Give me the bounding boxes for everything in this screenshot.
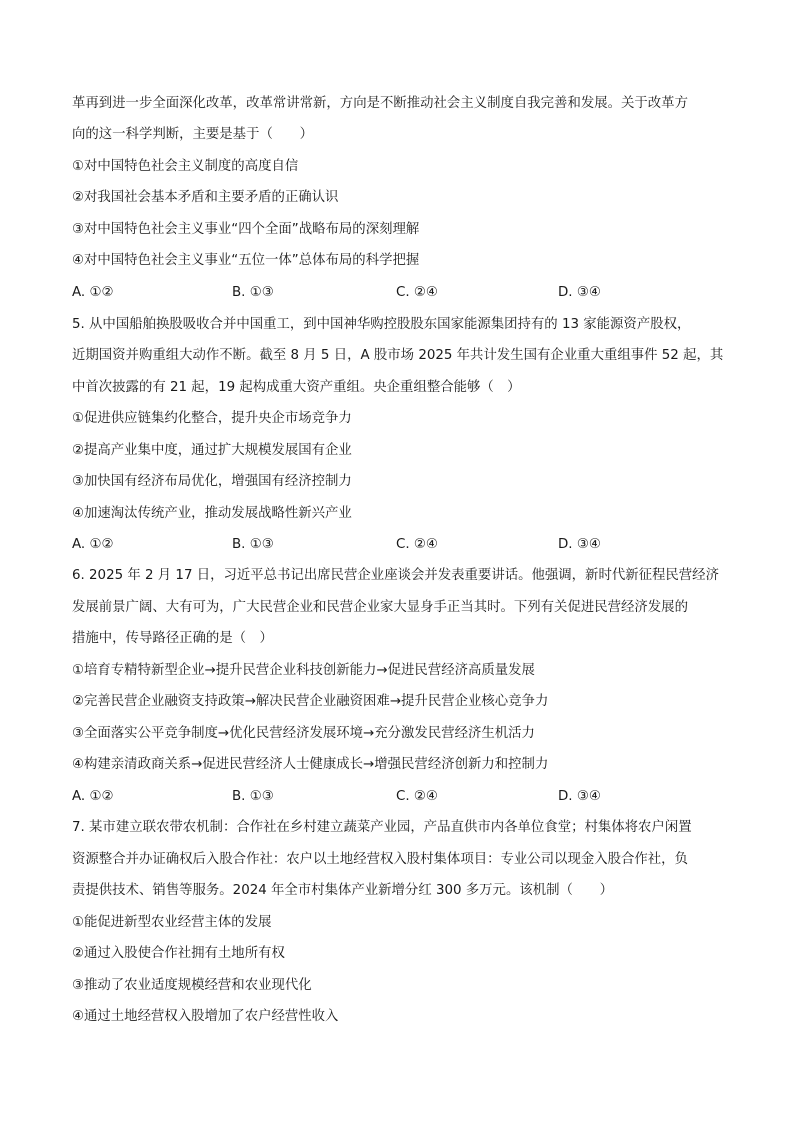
q7-stem-line-3: 责提供技术、销售等服务。2024 年全市村集体产业新增分红 300 多万元。该机制（ ） bbox=[72, 883, 614, 898]
q5-statement-2: ②提高产业集中度，通过扩大规模发展国有企业 bbox=[72, 443, 352, 458]
q5-option-a: A. ①② bbox=[72, 537, 114, 552]
q6-statement-3: ③全面落实公平竞争制度→优化民营经济发展环境→充分激发民营经济生机活力 bbox=[72, 726, 535, 741]
q4-option-a: A. ①② bbox=[72, 285, 114, 300]
q5-stem-line-1: 5. 从中国船舶换股吸收合并中国重工，到中国神华购控股股东国家能源集团持有的 13 家能源资产股权， bbox=[72, 317, 691, 332]
q6-statement-2: ②完善民营企业融资支持政策→解决民营企业融资困难→提升民营企业核心竞争力 bbox=[72, 694, 549, 709]
q4-stem-line-2: 向的这一科学判断，主要是基于（ ） bbox=[72, 127, 314, 142]
q7-statement-3: ③推动了农业适度规模经营和农业现代化 bbox=[72, 978, 312, 993]
q4-option-c: C. ②④ bbox=[396, 285, 438, 300]
q7-statement-2: ②通过入股使合作社拥有土地所有权 bbox=[72, 946, 285, 961]
q5-statement-3: ③加快国有经济布局优化，增强国有经济控制力 bbox=[72, 474, 352, 489]
q5-stem-line-3: 中首次披露的有 21 起，19 起构成重大资产重组。央企重组整合能够（ ） bbox=[72, 380, 521, 395]
q7-stem-line-1: 7. 某市建立联农带农机制：合作社在乡村建立蔬菜产业园，产品直供市内各单位食堂；村集体将农户闲置 bbox=[72, 820, 692, 835]
q6-options bbox=[72, 787, 732, 807]
q6-option-a: A. ①② bbox=[72, 789, 114, 804]
q5-statement-1: ①促进供应链集约化整合，提升央企市场竞争力 bbox=[72, 411, 352, 426]
q4-options bbox=[72, 283, 732, 303]
q7-statement-4: ④通过土地经营权入股增加了农户经营性收入 bbox=[72, 1009, 339, 1024]
q5-option-d: D. ③④ bbox=[558, 537, 601, 552]
q6-option-b: B. ①③ bbox=[232, 789, 274, 804]
q7-statement-1: ①能促进新型农业经营主体的发展 bbox=[72, 915, 272, 930]
q5-option-c: C. ②④ bbox=[396, 537, 438, 552]
q6-stem-line-2: 发展前景广阔、大有可为，广大民营企业和民营企业家大显身手正当其时。下列有关促进民营经济发展的 bbox=[72, 600, 688, 615]
q4-option-b: B. ①③ bbox=[232, 285, 274, 300]
q4-stem-line-1: 革再到进一步全面深化改革，改革常讲常新，方向是不断推动社会主义制度自我完善和发展。关于改革方 bbox=[72, 96, 688, 111]
q5-statement-4: ④加速淘汰传统产业，推动发展战略性新兴产业 bbox=[72, 506, 352, 521]
q4-statement-1: ①对中国特色社会主义制度的高度自信 bbox=[72, 159, 299, 174]
q6-option-d: D. ③④ bbox=[558, 789, 601, 804]
q4-statement-3: ③对中国特色社会主义事业“四个全面”战略布局的深刻理解 bbox=[72, 222, 420, 237]
q6-statement-4: ④构建亲清政商关系→促进民营经济人士健康成长→增强民营经济创新力和控制力 bbox=[72, 757, 549, 772]
q6-stem-line-3: 措施中，传导路径正确的是（ ） bbox=[72, 631, 273, 646]
q5-option-b: B. ①③ bbox=[232, 537, 274, 552]
q6-statement-1: ①培育专精特新型企业→提升民营企业科技创新能力→促进民营经济高质量发展 bbox=[72, 663, 535, 678]
q5-options bbox=[72, 535, 732, 555]
q4-option-d: D. ③④ bbox=[558, 285, 601, 300]
q7-stem-line-2: 资源整合并办证确权后入股合作社：农户以土地经营权入股村集体项目：专业公司以现金入股合作社，负 bbox=[72, 852, 688, 867]
q6-stem-line-1: 6. 2025 年 2 月 17 日，习近平总书记出席民营企业座谈会并发表重要讲话。他强调，新时代新征程民营经济 bbox=[72, 568, 719, 583]
q5-stem-line-2: 近期国资并购重组大动作不断。截至 8 月 5 日，A 股市场 2025 年共计发生国有企业重大重组事件 52 起，其 bbox=[72, 348, 724, 363]
q4-statement-2: ②对我国社会基本矛盾和主要矛盾的正确认识 bbox=[72, 190, 339, 205]
q6-option-c: C. ②④ bbox=[396, 789, 438, 804]
q4-statement-4: ④对中国特色社会主义事业“五位一体”总体布局的科学把握 bbox=[72, 253, 420, 268]
